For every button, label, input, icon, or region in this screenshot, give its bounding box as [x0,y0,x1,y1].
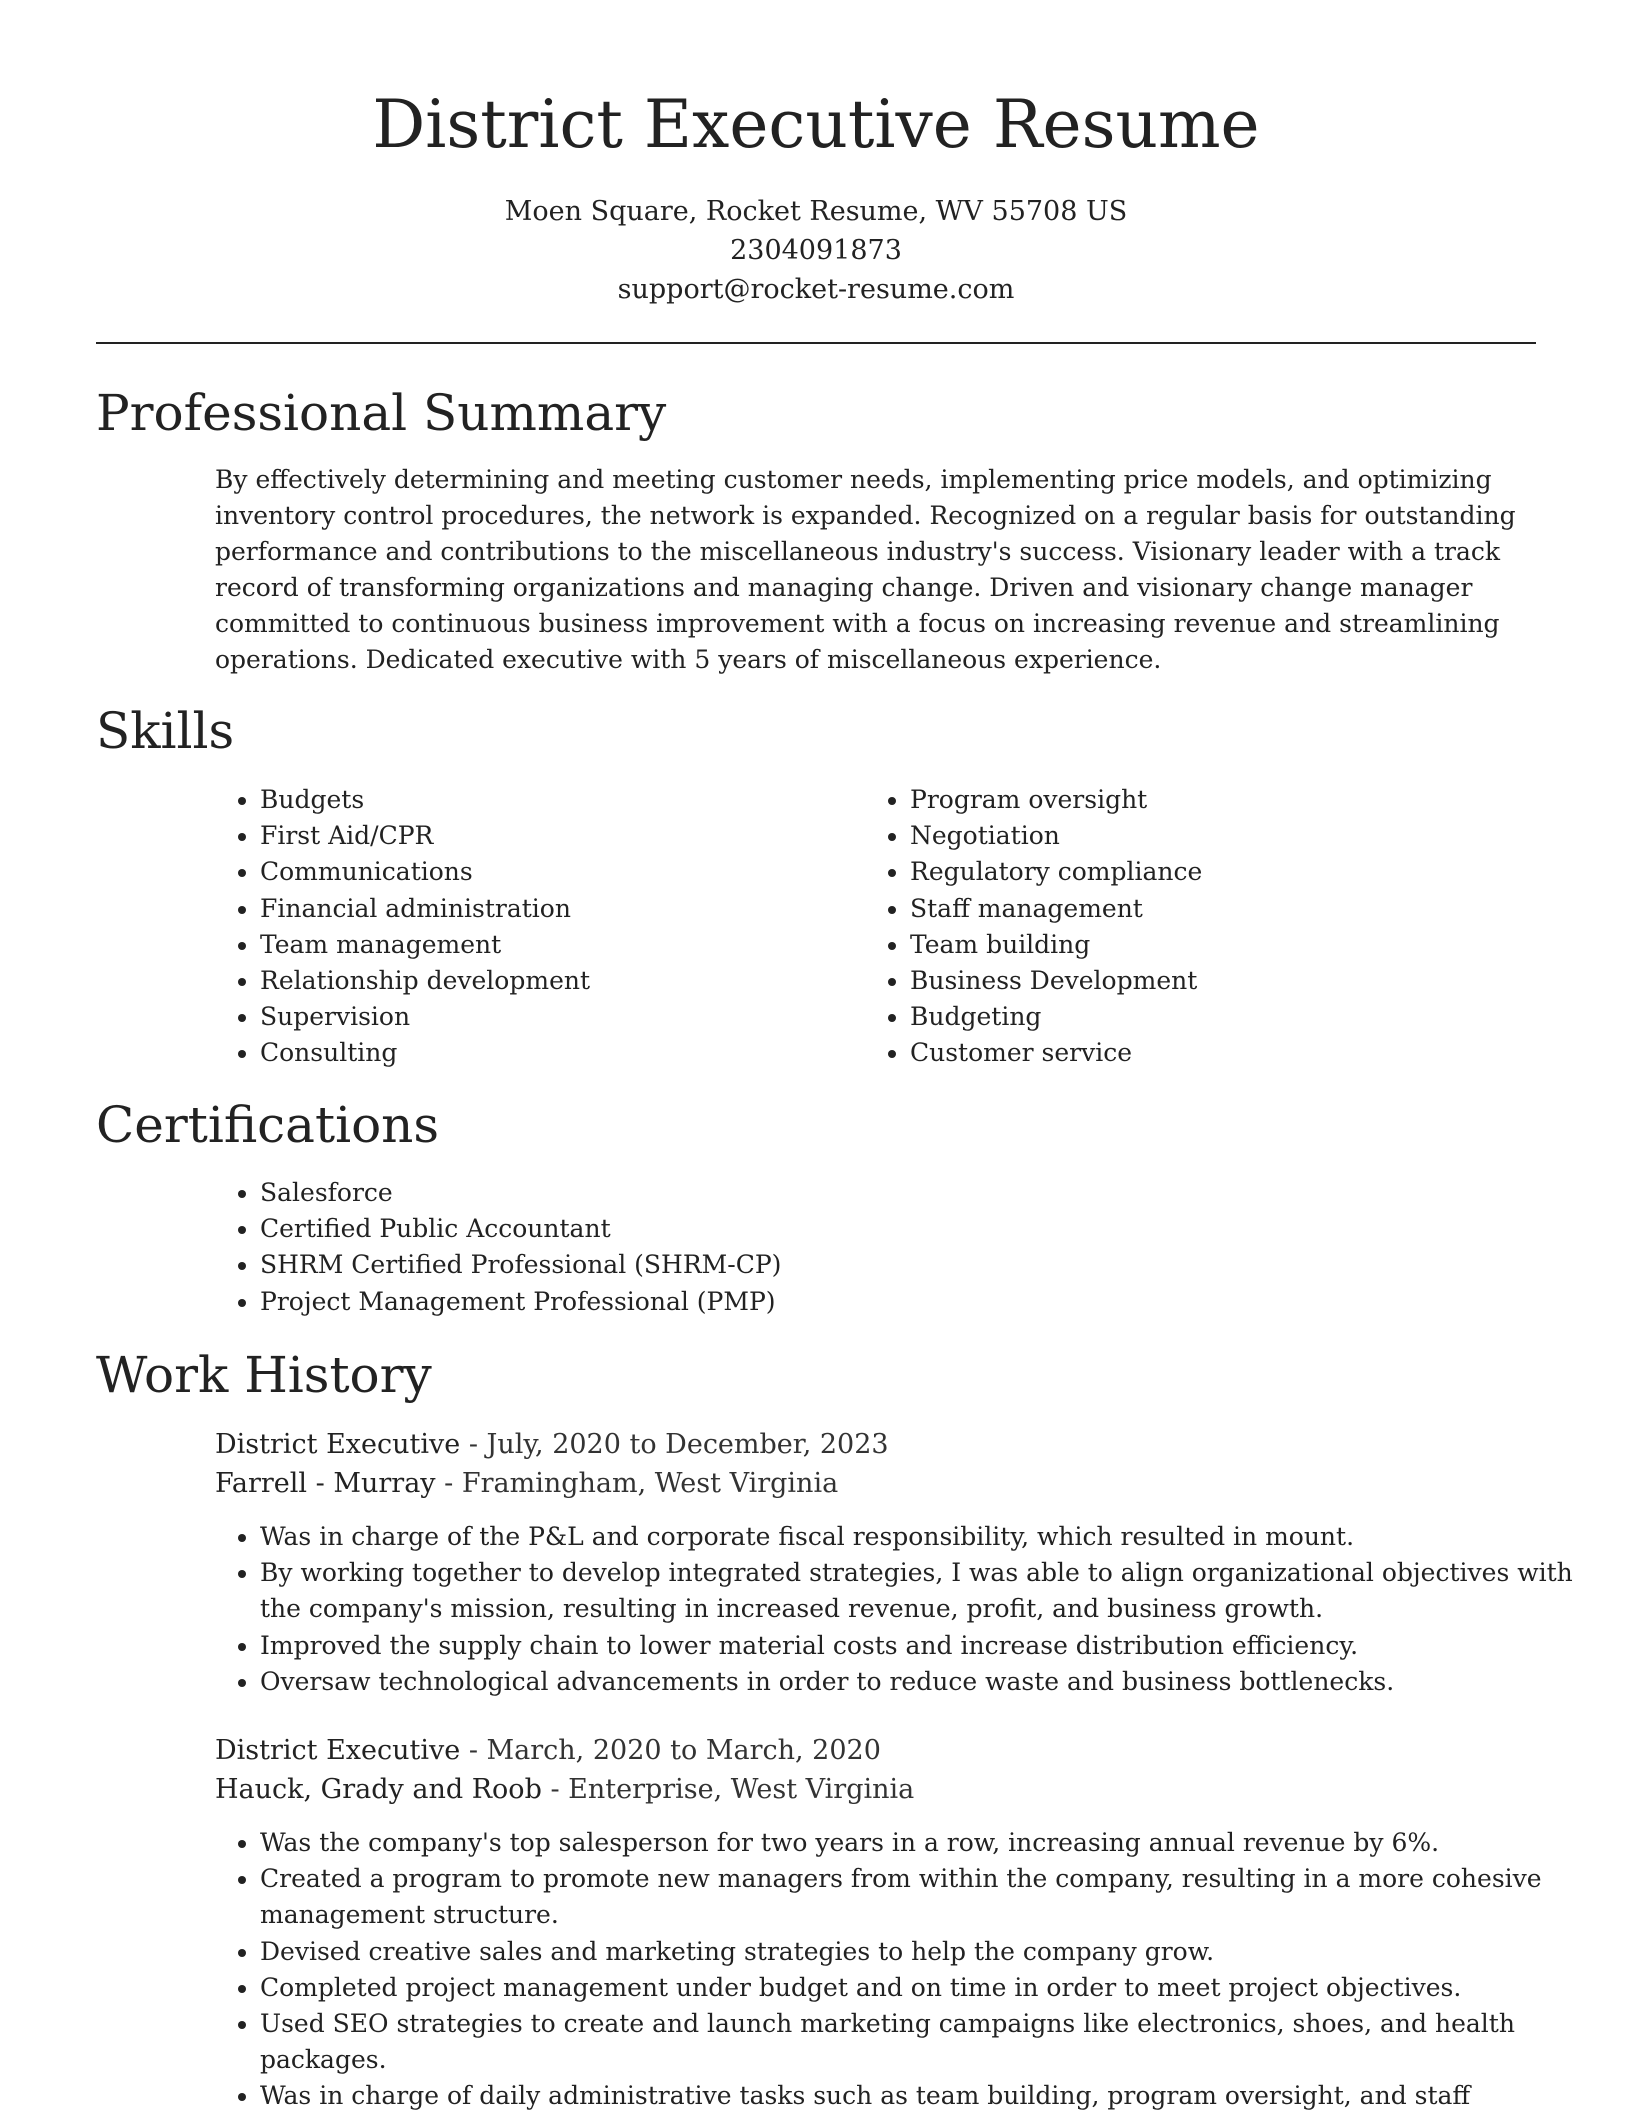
job-company-line [215,1464,1540,1503]
job-location: - Enterprise, West Virginia [541,1774,915,1805]
contact-address: Moen Square, Rocket Resume, WV 55708 US [504,196,1128,227]
job-company: Farrell - Murray [215,1468,436,1499]
job-title-line [215,1425,1540,1464]
list-item: • Certified Public Accountant [260,1211,1580,1247]
list-item: • Budgets [260,782,880,818]
contact-email: support@rocket-resume.com [617,274,1015,305]
list-item: • Program oversight [910,782,1530,818]
list-item: • Team building [910,927,1530,963]
job-bullets [215,1519,1585,1700]
job-title: District Executive [215,1429,461,1460]
job-dates: - July, 2020 to December, 2023 [460,1429,889,1460]
list-item: • First Aid/CPR [260,818,880,854]
job-bullets [215,1825,1585,2112]
list-item: • Created a program to promote new managers from within the company, resulting in a more cohesive management structure. [260,1861,1585,1933]
list-item: • Supervision [260,999,880,1035]
job-dates: - March, 2020 to March, 2020 [460,1735,881,1766]
list-item: • Was the company's top salesperson for two years in a row, increasing annual revenue by 6%. [260,1825,1585,1861]
job-title: District Executive [215,1735,461,1766]
certifications-list [215,1175,1580,1320]
list-item: • Budgeting [910,999,1530,1035]
list-item: • Was in charge of daily administrative tasks such as team building, program oversight, and staff [260,2078,1585,2112]
list-item: • Salesforce [260,1175,1580,1211]
work-history-heading: Work History [96,1346,432,1404]
list-item: • SHRM Certified Professional (SHRM-CP) [260,1247,1580,1283]
list-item: • Used SEO strategies to create and launch marketing campaigns like electronics, shoes, and health packages. [260,2006,1585,2078]
skills-list-right [865,782,1530,1072]
list-item: • Completed project management under budget and on time in order to meet project objectives. [260,1970,1585,2006]
list-item: • Customer service [910,1035,1530,1071]
job-company: Hauck, Grady and Roob [215,1774,542,1805]
list-item: • Team management [260,927,880,963]
certifications-heading: Certifications [96,1096,440,1154]
list-item: • Staff management [910,891,1530,927]
list-item: • Negotiation [910,818,1530,854]
list-item: • Was in charge of the P&L and corporate fiscal responsibility, which resulted in mount. [260,1519,1585,1555]
list-item: • Regulatory compliance [910,854,1530,890]
contact-block [0,192,1632,309]
contact-phone: 2304091873 [730,235,902,266]
list-item: • Consulting [260,1035,880,1071]
job-location: - Framingham, West Virginia [435,1468,839,1499]
resume-title: District Executive Resume [372,86,1260,163]
summary-heading: Professional Summary [96,384,667,442]
skills-list-left [215,782,880,1072]
skills-heading: Skills [96,702,235,760]
job-company-line [215,1770,1540,1809]
list-item: • Improved the supply chain to lower material costs and increase distribution efficiency. [260,1628,1585,1664]
list-item: • Relationship development [260,963,880,999]
list-item: • Devised creative sales and marketing strategies to help the company grow. [260,1934,1585,1970]
list-item: • Project Management Professional (PMP) [260,1284,1580,1320]
list-item: • Financial administration [260,891,880,927]
list-item: • Communications [260,854,880,890]
list-item: • Oversaw technological advancements in order to reduce waste and business bottlenecks. [260,1664,1585,1700]
header-divider [96,342,1536,344]
list-item: • By working together to develop integrated strategies, I was able to align organizational objectives with the company's mission, resulting in increased revenue, profit, and business growth. [260,1555,1585,1627]
summary-text: By effectively determining and meeting customer needs, implementing price models, and optimizing inventory control procedures, the network is expanded. Recognized on a regular basis for outstanding performance and contributions to the miscellaneous industry's success. Visionary leader with a track record of transforming organizations and managing change. Driven and visionary change manager committed to continuous business improvement with a focus on increasing revenue and streamlining operations. Dedicated executive with 5 years of miscellaneous experience. [215,465,1516,674]
job-title-line [215,1731,1540,1770]
list-item: • Business Development [910,963,1530,999]
